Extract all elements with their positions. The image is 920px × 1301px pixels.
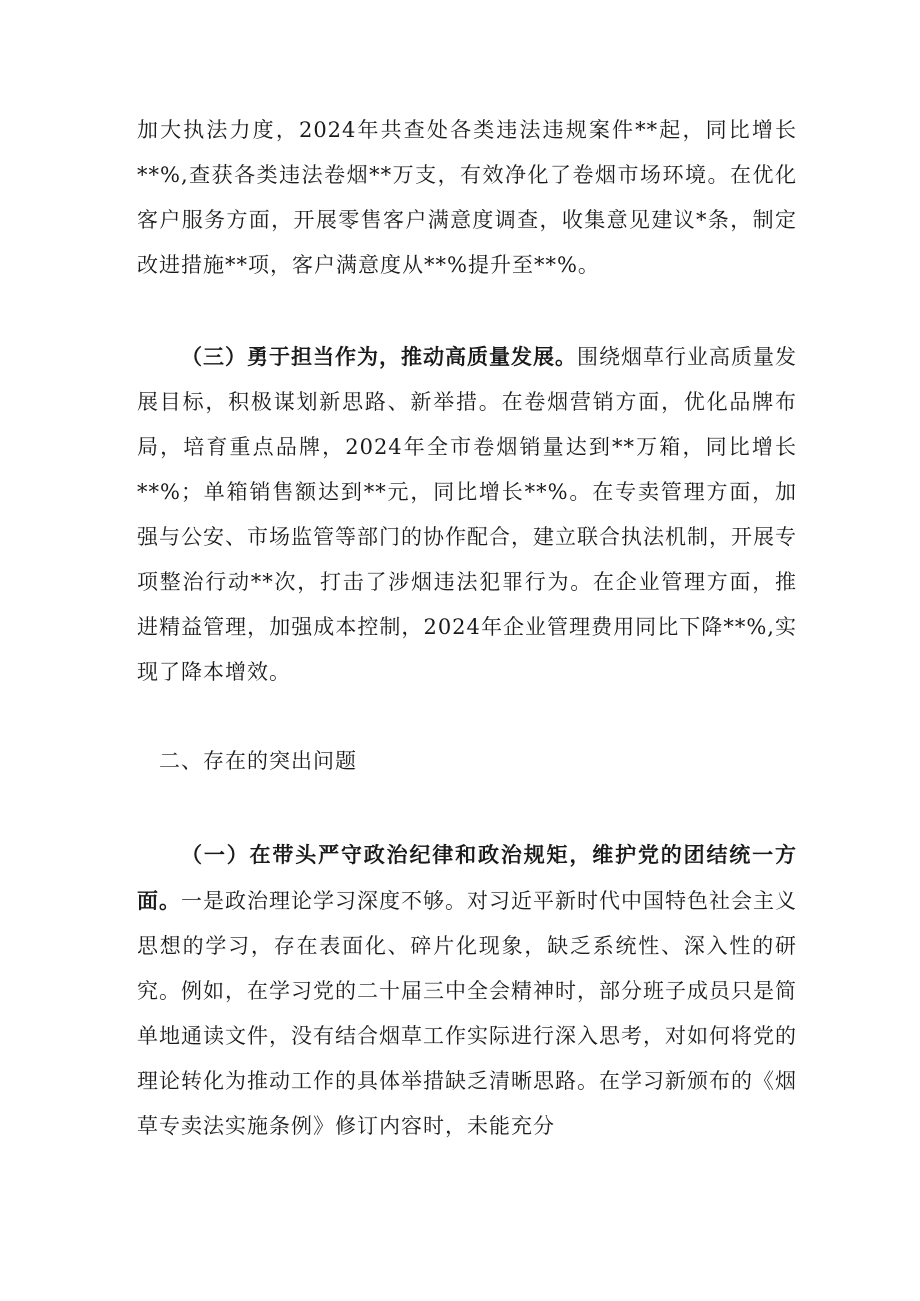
paragraph-text: 加大执法力度，2024年共查处各类违法违规案件**起，同比增长**%,查获各类违法卷烟**万支，有效净化了卷烟市场环境。在优化客户服务方面，开展零售客户满意度调查，收集意见建议*条，制定改进措施**项，客户满意度从**%提升至**%。 <box>137 118 797 277</box>
section-title <box>159 739 819 784</box>
paragraph-text: 一是政治理论学习深度不够。对习近平新时代中国特色社会主义思想的学习，存在表面化、碎片化现象，缺乏系统性、深入性的研究。例如，在学习党的二十届三中全会精神时，部分班子成员只是简单地通读文件，没有结合烟草工作实际进行深入思考，对如何将党的理论转化为推动工作的具体举措缺乏清晰思路。在学习新颁布的《烟草专卖法实施条例》修订内容时，未能充分 <box>137 889 797 1138</box>
paragraph-heading: （一）在带头严守政治纪律和政治规矩，维护党的团结统一方面。 <box>137 842 797 913</box>
paragraph-high-quality-development <box>137 334 797 695</box>
paragraph-text: 围绕烟草行业高质量发展目标，积极谋划新思路、新举措。在卷烟营销方面，优化品牌布局，培育重点品牌，2024年全市卷烟销量达到**万箱，同比增长**%；单箱销售额达到**元，同比增长**%。在专卖管理方面，加强与公安、市场监管等部门的协作配合，建立联合执法机制，开展专项整治行动**次，打击了涉烟违法犯罪行为。在企业管理方面，推进精益管理，加强成本控制，2024年企业管理费用同比下降**%,实现了降本增效。 <box>137 345 797 684</box>
section-title-text: 二、存在的突出问题 <box>159 749 357 773</box>
paragraph-political-discipline <box>137 832 797 1149</box>
paragraph-enforcement <box>137 108 797 288</box>
paragraph-heading: （三）勇于担当作为，推动高质量发展。 <box>181 344 577 369</box>
